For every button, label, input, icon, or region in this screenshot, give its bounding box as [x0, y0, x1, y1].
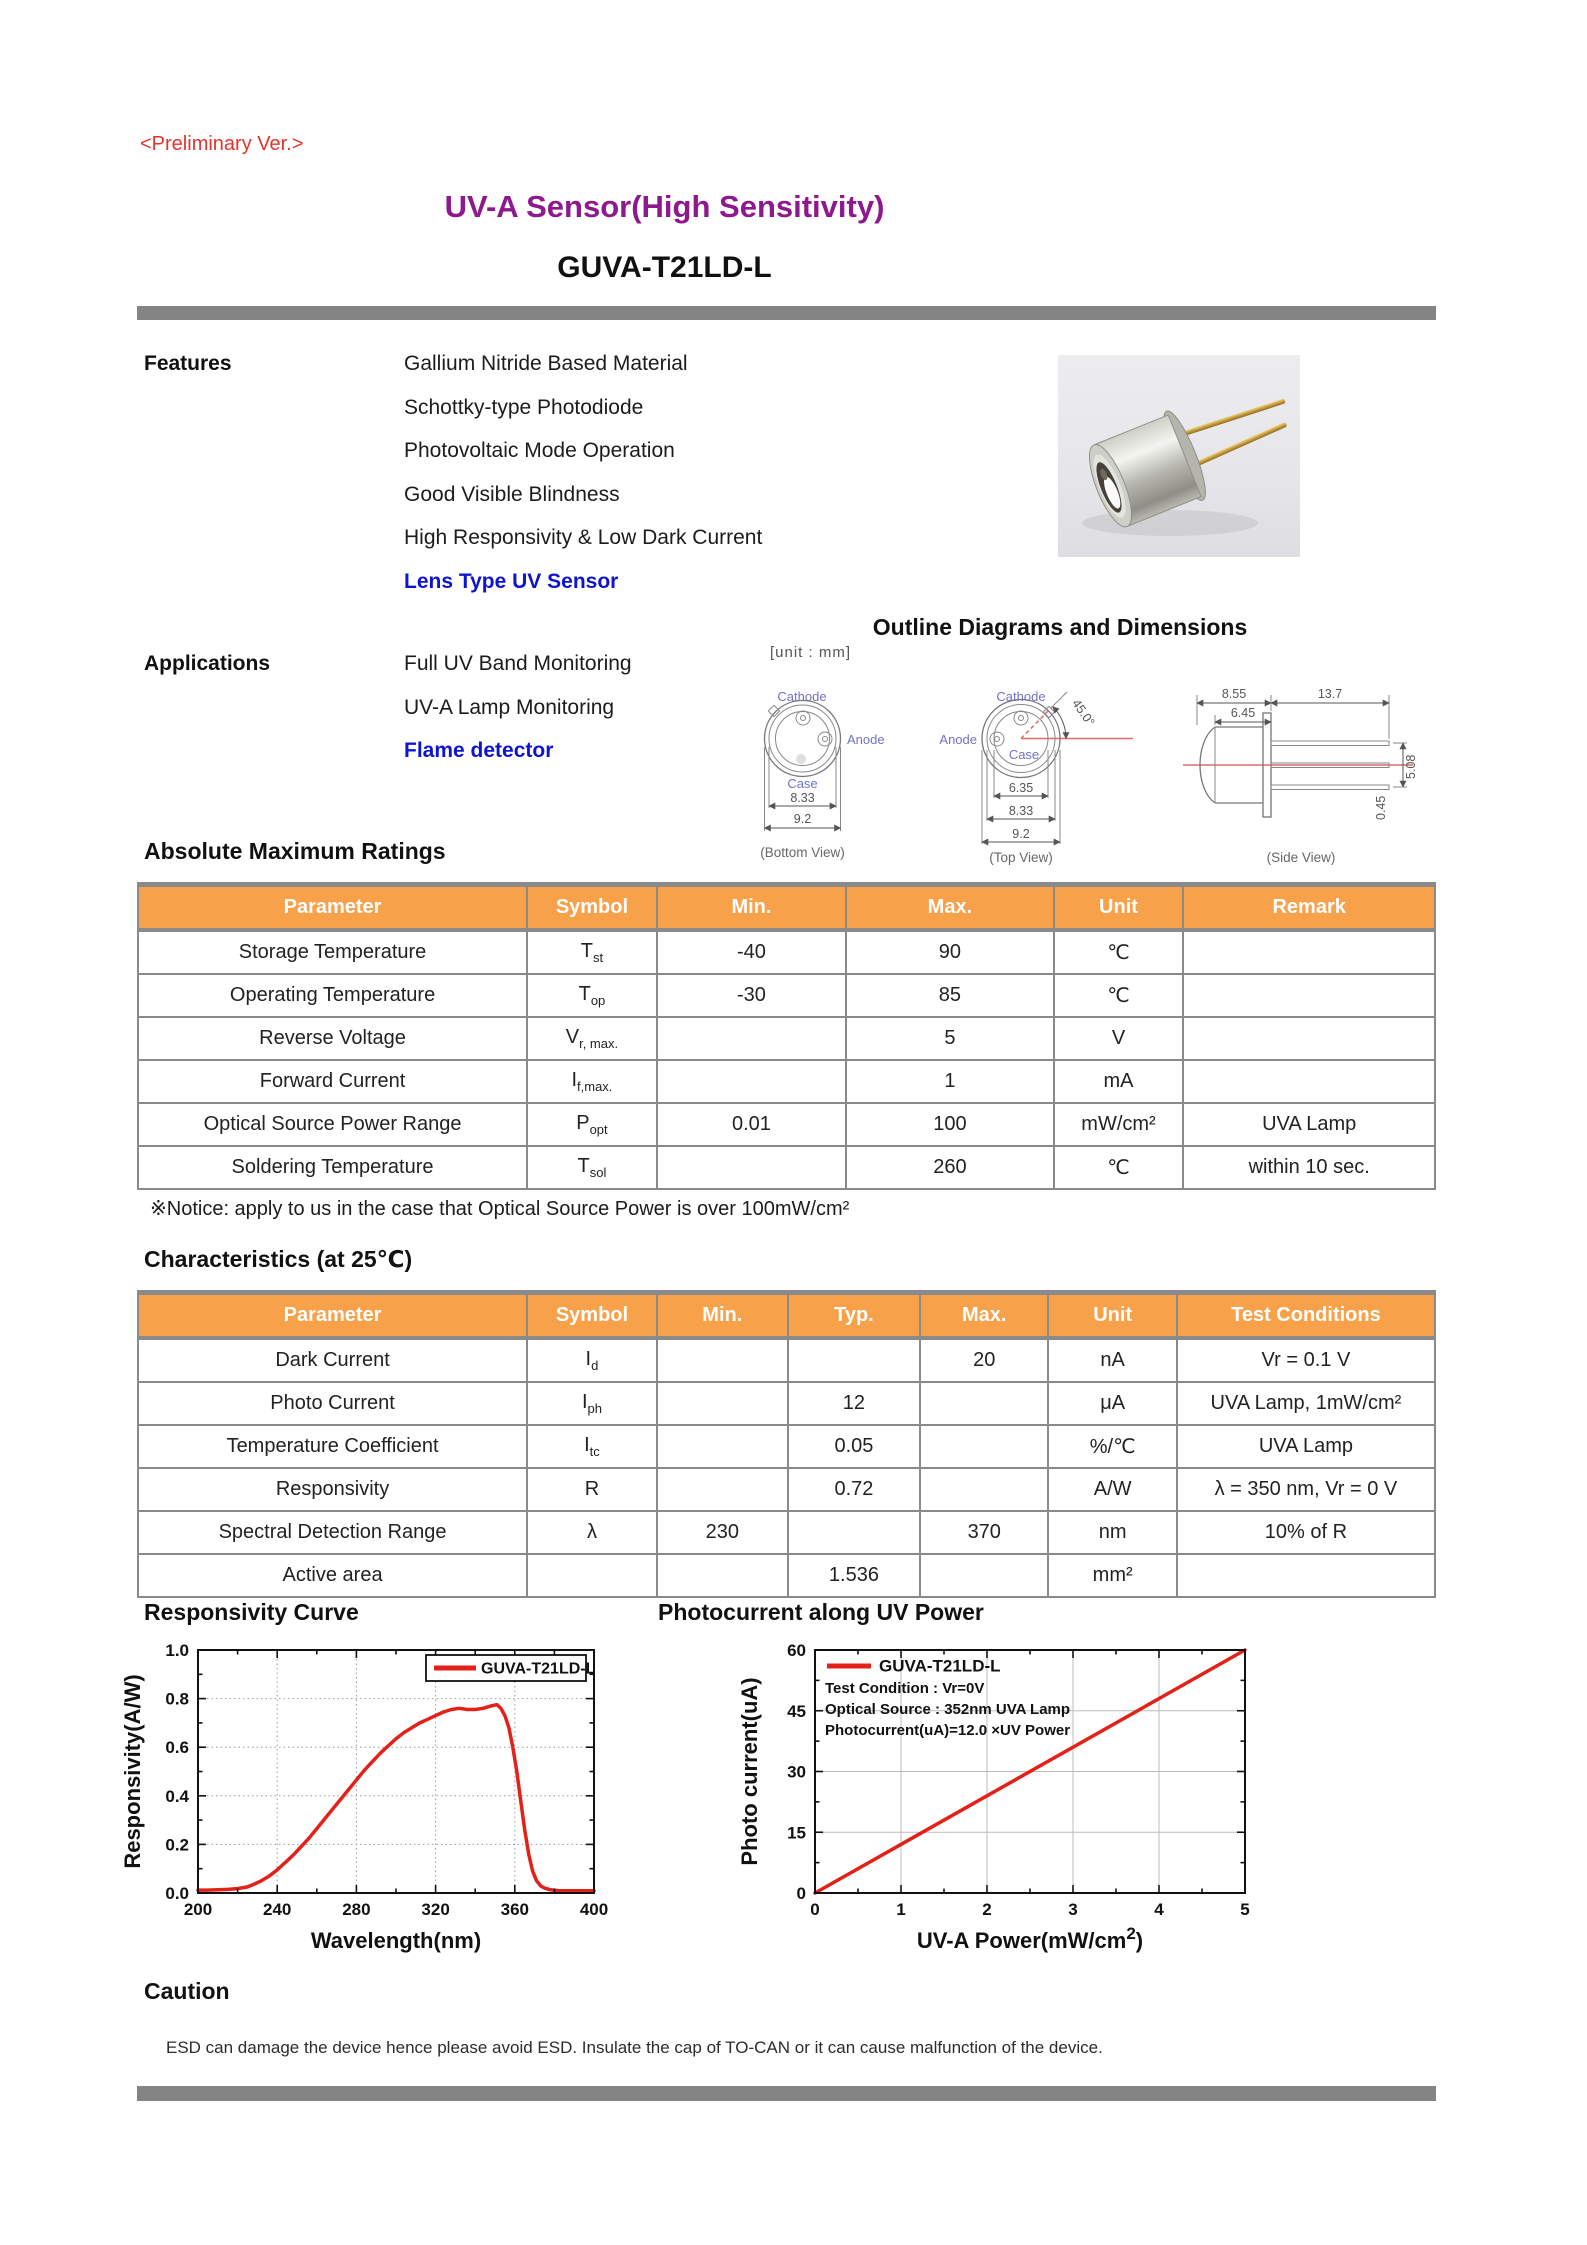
table-cell [657, 1468, 788, 1511]
column-header: Unit [1048, 1293, 1176, 1339]
table-cell: Active area [138, 1554, 527, 1597]
side-view-diagram [1183, 687, 1418, 865]
table-cell [657, 1338, 788, 1382]
table-cell [657, 1382, 788, 1425]
table-cell [788, 1511, 920, 1554]
table-cell: Storage Temperature [138, 930, 527, 974]
table-cell: ℃ [1054, 1146, 1184, 1189]
svg-text:200: 200 [183, 1900, 213, 1919]
column-header: Min. [657, 885, 846, 931]
application-item: Flame detector [404, 739, 554, 762]
feature-item: Lens Type UV Sensor [404, 569, 619, 593]
table-cell: Operating Temperature [138, 974, 527, 1017]
table-cell: 0.01 [657, 1103, 846, 1146]
column-header: Max. [846, 885, 1054, 931]
side-dim-cap: 6.45 [1230, 706, 1256, 720]
table-cell: 370 [920, 1511, 1048, 1554]
svg-text:240: 240 [263, 1900, 292, 1919]
table-cell: Reverse Voltage [138, 1017, 527, 1060]
table-cell: V [1054, 1017, 1184, 1060]
table-row [138, 974, 1435, 1017]
svg-text:280: 280 [342, 1900, 371, 1919]
column-header: Remark [1183, 885, 1435, 931]
top-dim-case: 8.33 [1008, 804, 1034, 818]
top-angle-label: 45.0° [1069, 696, 1098, 729]
top-view-caption: (Top View) [989, 850, 1053, 865]
table-cell [1177, 1554, 1435, 1597]
table-cell: UVA Lamp [1183, 1103, 1435, 1146]
table-cell: A/W [1048, 1468, 1176, 1511]
feature-item: Good Visible Blindness [404, 482, 620, 506]
bottom-anode-label: Anode [847, 732, 885, 747]
svg-text:2: 2 [982, 1900, 992, 1919]
photocurrent-chart [700, 1630, 1300, 1975]
svg-text:15: 15 [787, 1823, 806, 1843]
table-cell [920, 1554, 1048, 1597]
column-header: Test Conditions [1177, 1293, 1435, 1339]
legend-label: GUVA-T21LD-L [879, 1656, 1001, 1676]
svg-text:400: 400 [579, 1900, 609, 1919]
table-cell [657, 1425, 788, 1468]
table-cell: Optical Source Power Range [138, 1103, 527, 1146]
table-cell [920, 1425, 1048, 1468]
svg-text:3: 3 [1068, 1900, 1078, 1919]
notice-text: ※Notice: apply to us in the case that Optical Source Power is over 100mW/cm² [150, 1198, 850, 1220]
svg-text:0.4: 0.4 [165, 1786, 189, 1806]
caution-heading: Caution [144, 1978, 230, 2004]
bottom-divider-bar [137, 2086, 1436, 2101]
svg-text:0.2: 0.2 [165, 1835, 189, 1855]
table-cell: R [527, 1468, 657, 1511]
svg-text:60: 60 [787, 1641, 806, 1660]
svg-text:0.8: 0.8 [165, 1689, 189, 1709]
table-cell: $P_{opt}$ [527, 1103, 657, 1146]
table-cell [657, 1554, 788, 1597]
amr-table [137, 882, 1436, 1190]
svg-text:1: 1 [896, 1900, 906, 1919]
table-cell: 10% of R [1177, 1511, 1435, 1554]
table-row [138, 1382, 1435, 1425]
column-header: Symbol [527, 1293, 657, 1339]
table-cell: $I_{tc}$ [527, 1425, 657, 1468]
table-cell: Forward Current [138, 1060, 527, 1103]
chart-annotation: Optical Source : 352nm UVA Lamp [825, 1701, 1071, 1718]
table-cell: ℃ [1054, 974, 1184, 1017]
svg-text:0.0: 0.0 [165, 1884, 189, 1903]
preliminary-note: <Preliminary Ver.> [140, 133, 304, 155]
outline-heading: Outline Diagrams and Dimensions [872, 614, 1248, 640]
column-header: Min. [657, 1293, 788, 1339]
svg-text:1.0: 1.0 [165, 1641, 189, 1660]
model-number: GUVA-T21LD-L [557, 251, 772, 284]
table-cell: 100 [846, 1103, 1054, 1146]
table-cell: Dark Current [138, 1338, 527, 1382]
table-cell: μA [1048, 1382, 1176, 1425]
table-row [138, 1017, 1435, 1060]
table-cell: Soldering Temperature [138, 1146, 527, 1189]
table-cell [1183, 974, 1435, 1017]
top-dim-inner: 6.35 [1008, 781, 1034, 795]
side-dim-lead: 13.7 [1317, 687, 1343, 701]
top-divider-bar [137, 306, 1436, 320]
table-cell: mW/cm² [1054, 1103, 1184, 1146]
chart-title-responsivity: Responsivity Curve [144, 1599, 359, 1625]
table-cell: 90 [846, 930, 1054, 974]
feature-item: Gallium Nitride Based Material [404, 352, 688, 375]
table-cell: 230 [657, 1511, 788, 1554]
features-list [404, 349, 1024, 610]
bottom-dim-case: 8.33 [790, 791, 815, 805]
header-row [138, 1293, 1435, 1339]
side-dim-pitch: 5.08 [1404, 754, 1418, 779]
sensor-photo [1058, 355, 1300, 557]
series-line [198, 1705, 594, 1891]
table-cell [657, 1146, 846, 1189]
table-cell: Spectral Detection Range [138, 1511, 527, 1554]
table-cell: $I_{ph}$ [527, 1382, 657, 1425]
page-title: UV-A Sensor(High Sensitivity) [444, 189, 885, 224]
chart-annotation: Test Condition : Vr=0V [825, 1680, 985, 1697]
column-header: Max. [920, 1293, 1048, 1339]
y-axis-label: Responsivity(A/W) [120, 1674, 145, 1869]
y-axis-label: Photo current(uA) [737, 1677, 762, 1866]
side-dim-body: 8.55 [1221, 687, 1247, 701]
bottom-dim-outer: 9.2 [793, 812, 812, 826]
table-row [138, 1103, 1435, 1146]
table-cell: Photo Current [138, 1382, 527, 1425]
column-header: Unit [1054, 885, 1184, 931]
column-header: Parameter [138, 885, 527, 931]
table-row [138, 930, 1435, 974]
bottom-view-caption: (Bottom View) [760, 845, 845, 860]
table-cell: Temperature Coefficient [138, 1425, 527, 1468]
application-item: UV-A Lamp Monitoring [404, 695, 615, 719]
top-anode-label: Anode [939, 732, 977, 747]
table-cell: $I_d$ [527, 1338, 657, 1382]
svg-text:4: 4 [1154, 1900, 1164, 1919]
responsivity-chart [100, 1630, 660, 1975]
table-row [138, 1554, 1435, 1597]
table-cell: λ = 350 nm, Vr = 0 V [1177, 1468, 1435, 1511]
table-cell: 5 [846, 1017, 1054, 1060]
column-header: Typ. [788, 1293, 920, 1339]
table-cell: mm² [1048, 1554, 1176, 1597]
table-row [138, 1338, 1435, 1382]
table-cell [657, 1017, 846, 1060]
feature-item: Schottky-type Photodiode [404, 395, 644, 419]
top-case-label: Case [1008, 747, 1040, 762]
table-row [138, 1060, 1435, 1103]
side-view-caption: (Side View) [1266, 850, 1336, 865]
application-item: Full UV Band Monitoring [404, 652, 632, 675]
table-cell [920, 1468, 1048, 1511]
table-cell: 85 [846, 974, 1054, 1017]
feature-item: High Responsivity & Low Dark Current [404, 526, 763, 549]
table-cell: 1.536 [788, 1554, 920, 1597]
table-cell: %/℃ [1048, 1425, 1176, 1468]
table-cell [657, 1060, 846, 1103]
table-cell [788, 1338, 920, 1382]
svg-text:45: 45 [787, 1701, 806, 1721]
table-cell [527, 1554, 657, 1597]
applications-heading: Applications [144, 652, 271, 675]
table-cell: 12 [788, 1382, 920, 1425]
side-dim-thickness: 0.45 [1374, 795, 1388, 820]
table-cell: nm [1048, 1511, 1176, 1554]
amr-heading: Absolute Maximum Ratings [144, 838, 446, 864]
bottom-cathode-label: Cathode [777, 689, 827, 704]
table-cell: -30 [657, 974, 846, 1017]
table-cell: UVA Lamp [1177, 1425, 1435, 1468]
table-cell: Responsivity [138, 1468, 527, 1511]
outline-diagrams [735, 655, 1450, 870]
table-cell [1183, 1060, 1435, 1103]
table-cell [1183, 1017, 1435, 1060]
table-cell: $T_{sol}$ [527, 1146, 657, 1189]
table-cell: $I_{f,max.}$ [527, 1060, 657, 1103]
svg-text:30: 30 [787, 1762, 806, 1782]
table-cell: 20 [920, 1338, 1048, 1382]
table-cell: Vr = 0.1 V [1177, 1338, 1435, 1382]
table-cell [1183, 930, 1435, 974]
unit-note: [unit : mm] [770, 644, 852, 661]
table-cell: $T_{st}$ [527, 930, 657, 974]
svg-text:320: 320 [421, 1900, 450, 1919]
features-heading: Features [144, 352, 232, 375]
table-cell: $T_{op}$ [527, 974, 657, 1017]
table-cell [920, 1382, 1048, 1425]
column-header: Symbol [527, 885, 657, 931]
characteristics-heading: Characteristics (at 25℃) [144, 1246, 413, 1272]
table-cell: 0.05 [788, 1425, 920, 1468]
column-header: Parameter [138, 1293, 527, 1339]
table-row [138, 1146, 1435, 1189]
table-row [138, 1425, 1435, 1468]
x-axis-label: UV-A $Power(mW/cm^2)$ [916, 1924, 1144, 1953]
table-row [138, 1468, 1435, 1511]
svg-text:0: 0 [810, 1900, 820, 1919]
table-cell: -40 [657, 930, 846, 974]
table-cell: 0.72 [788, 1468, 920, 1511]
bottom-view-diagram [760, 689, 884, 860]
table-cell: UVA Lamp, 1mW/cm² [1177, 1382, 1435, 1425]
table-cell: mA [1054, 1060, 1184, 1103]
feature-item: Photovoltaic Mode Operation [404, 439, 675, 462]
table-cell: ℃ [1054, 930, 1184, 974]
table-row [138, 1511, 1435, 1554]
legend-label: GUVA-T21LD-L [481, 1660, 596, 1678]
caution-text: ESD can damage the device hence please avoid ESD. Insulate the cap of TO-CAN or it can cause malfunction of the device. [166, 2038, 1103, 2057]
table-cell: 1 [846, 1060, 1054, 1103]
table-cell: λ [527, 1511, 657, 1554]
x-axis-label: Wavelength(nm) [310, 1928, 482, 1953]
table-cell: nA [1048, 1338, 1176, 1382]
characteristics-table [137, 1290, 1436, 1598]
chart-title-photocurrent: Photocurrent along UV Power [658, 1599, 984, 1625]
table-cell: within 10 sec. [1183, 1146, 1435, 1189]
table-cell: $V_{r, max.}$ [527, 1017, 657, 1060]
header-row [138, 885, 1435, 931]
svg-text:5: 5 [1240, 1900, 1250, 1919]
svg-text:0.6: 0.6 [165, 1738, 189, 1758]
chart-annotation: Photocurrent(uA)=12.0 ×UV Power [825, 1722, 1071, 1739]
top-view-diagram [939, 689, 1133, 865]
top-cathode-label: Cathode [996, 689, 1046, 704]
top-dim-outer: 9.2 [1012, 827, 1030, 841]
svg-text:360: 360 [500, 1900, 529, 1919]
table-cell: 260 [846, 1146, 1054, 1189]
bottom-case-label: Case [787, 776, 818, 791]
svg-text:0: 0 [796, 1884, 806, 1903]
